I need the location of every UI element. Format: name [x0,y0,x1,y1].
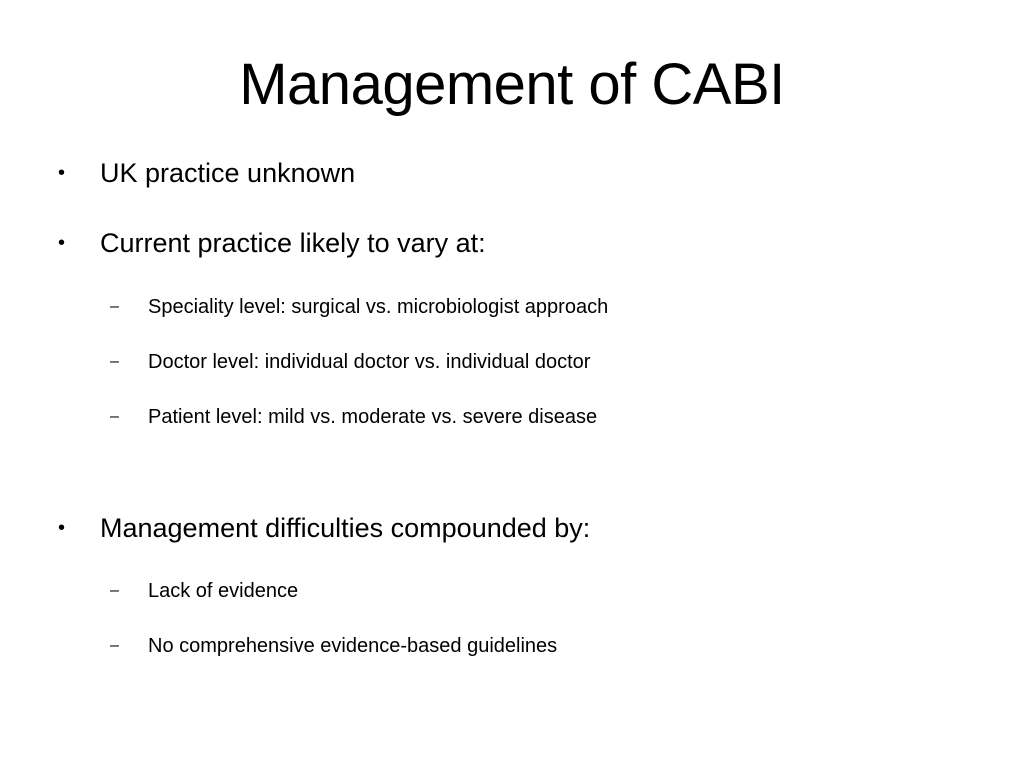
sub-bullet-text: Speciality level: surgical vs. microbiologist approach [148,296,609,318]
sub-bullet-text: Lack of evidence [148,580,299,602]
sub-bullet-item [0,401,1024,433]
bullet-item [0,153,1024,193]
bullet-icon: • [58,517,66,539]
sub-bullet-text: Doctor level: individual doctor vs. individual doctor [148,351,591,373]
bullet-text: Current practice likely to vary at: [100,228,486,258]
bullet-text: Management difficulties compounded by: [100,513,591,543]
bullet-icon: • [58,162,66,184]
bullet-item [0,508,1024,548]
dash-icon: – [110,637,119,654]
dash-icon: – [110,353,119,370]
sub-bullet-item [0,630,1024,662]
bullet-icon: • [58,232,66,254]
sub-bullet-text: No comprehensive evidence-based guidelines [148,635,558,657]
bullet-item [0,223,1024,263]
dash-icon: – [110,408,119,425]
sub-bullet-item [0,346,1024,378]
sub-bullet-text: Patient level: mild vs. moderate vs. severe disease [148,406,598,428]
bullet-text: UK practice unknown [100,158,356,188]
dash-icon: – [110,582,119,599]
sub-bullet-item [0,291,1024,323]
slide-title: Management of CABI [239,52,785,117]
dash-icon: – [110,298,119,315]
sub-bullet-item [0,575,1024,607]
